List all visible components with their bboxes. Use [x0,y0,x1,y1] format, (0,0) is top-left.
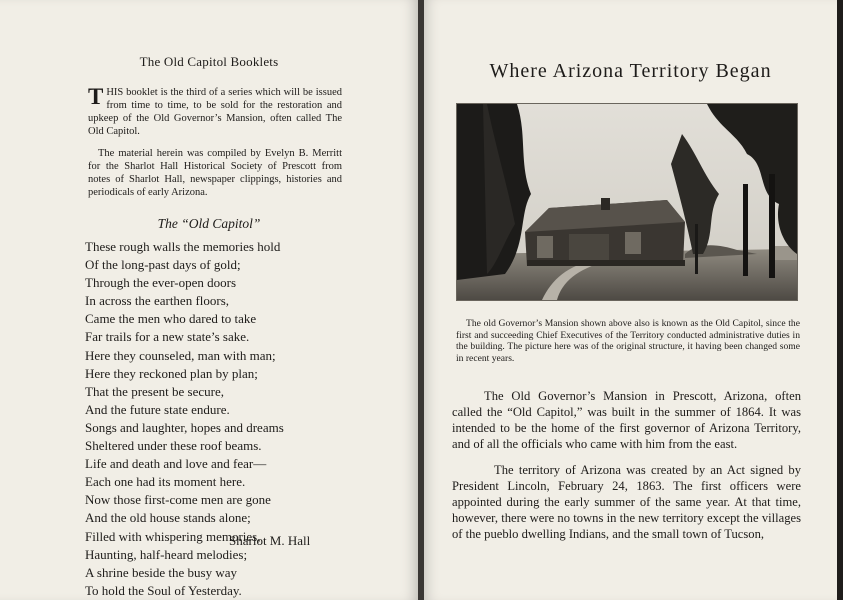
poem-line: And the old house stands alone; [85,510,251,526]
intro-text: HIS booklet is the third of a series which will be issued from time to time, to be sold for the restoration and upkeep of the Old Governor’s Mansion, often called The Old Capitol. [88,87,342,137]
poem-line: Now those first-come men are gone [85,492,271,508]
poem-line: That the present be secure, [85,383,224,399]
poem-line: Came the men who dared to take [85,311,257,327]
poem-line: Each one had its moment here. [85,474,246,490]
poem-line: To hold the Soul of Yesterday. [85,582,242,598]
page-title: Where Arizona Territory Began [489,60,772,82]
drop-cap: T [88,84,104,109]
poem-line: Filled with whispering memories, [85,528,261,544]
poem-line: Far trails for a new state’s sake. [85,329,250,345]
intro-paragraph [88,86,342,138]
poem-line: These rough walls the memories hold [85,239,281,254]
poem-line: Haunting, half-heard melodies; [85,546,248,562]
body-paragraph: The Old Governor’s Mansion in Prescott, Arizona, often called the “Old Capitol,” was built in the summer of 1864. It was intended to be the home of the first governor of Arizona Territory, and of all the officials who came with him from the east. [452,389,801,451]
page-edge [837,0,843,600]
photo-caption: The old Governor’s Mansion shown above also is known as the Old Capitol, since the first and succeeding Chief Executives of the Territory conducted administrative duties in the building. The picture here was of the original structure, it having been changed some in recent years. [456,318,800,364]
poem-line: In across the earthen floors, [85,293,230,309]
poem-line: Here they reckoned plan by plan; [85,365,258,381]
poem-title: The “Old Capitol” [157,216,261,231]
poem-line: And the future state endure. [85,401,230,417]
compiler-note: The material herein was compiled by Evelyn B. Merritt for the Sharlot Hall Historical Society of Prescott from notes of Sharlot Hall, newspaper clippings, histories and periodicals of early Arizona. [88,148,342,198]
poem-line: Of the long-past days of gold; [85,257,241,273]
body-paragraph: The territory of Arizona was created by an Act signed by President Lincoln, February 24, 1863. The first officers were appointed during the early summer of the same year. At that time, however, there were no towns in the new territory except the villages of the pueblo dwelling Indians, and the small town of Tucson, [452,463,801,541]
series-title: The Old Capitol Booklets [139,54,279,69]
poem-line: A shrine beside the busy way [85,564,238,580]
house-photo-icon [456,103,798,301]
poem-line: Through the ever-open doors [85,275,236,291]
poem-line: Life and death and love and fear— [85,456,267,472]
poem-line: Songs and laughter, hopes and dreams [85,419,284,435]
poem-line: Sheltered under these roof beams. [85,438,262,454]
poem-author: Sharlot M. Hall [229,533,311,548]
poem-line: Here they counseled, man with man; [85,347,276,363]
